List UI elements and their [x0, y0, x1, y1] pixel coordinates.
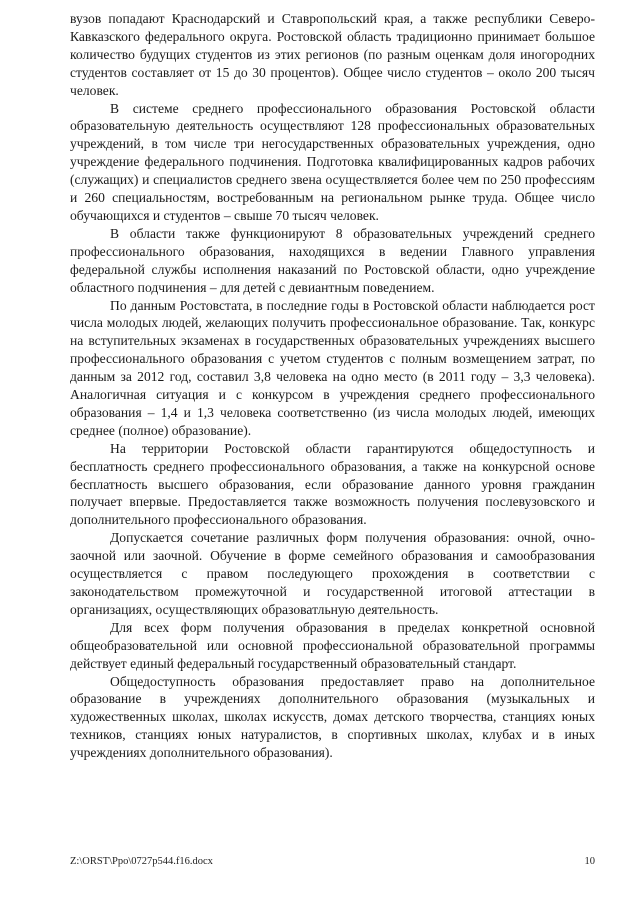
paragraph: вузов попадают Краснодарский и Ставропольский края, а также республики Северо-Кавказского федерального округа. Ростовской область традиционно принимает большое количество будущих студентов из этих регионов (по разным оценкам доля иногородних студентов составляет от 15 до 30 процентов). Общее число студентов – около 200 тысяч человек. [70, 11, 595, 98]
footer-file-path: Z:\ORST\Ppo\0727p544.f16.docx [70, 856, 213, 867]
document-body [70, 10, 595, 762]
paragraph: Общедоступность образования предоставляет право на дополнительное образование в учреждениях дополнительного образования (музыкальных и художественных школах, школах искусств, домах детского творчества, станциях юных техников, станциях юных натуралистов, в спортивных школах, клубах и в иных учреждениях дополнительного образования). [70, 673, 595, 761]
paragraph: На территории Ростовской области гарантируются общедоступность и бесплатность среднего профессионального образования, а также на конкурсной основе бесплатность высшего образования, если образование данного уровня гражданин получает впервые. Предоставляется также возможность получения послевузовского и дополнительного профессионального образования. [70, 440, 595, 528]
paragraph: Для всех форм получения образования в пределах конкретной основной общеобразовательной или основной профессиональной образовательной программы действует единый федеральный государственный образовательный стандарт. [70, 619, 595, 671]
paragraph: Допускается сочетание различных форм получения образования: очной, очно-заочной или заочной. Обучение в форме семейного образования и самообразования осуществляется с правом последующего прохождения в соответствии с законодательством промежуточной и государственной итоговой аттестации в организациях, осуществляющих образоватльную деятельность. [70, 530, 595, 617]
paragraph: По данным Ростовстата, в последние годы в Ростовской области наблюдается рост числа молодых людей, желающих получить профессиональное образование. Так, конкурс на вступительных экзаменах в государственных образовательных учреждениях высшего профессионального образования с учетом студентов с полным возмещением затрат, по данным за 2012 год, составил 3,8 человека на одно место (в 2011 году – 3,3 человека). Аналогичная ситуация и с конкурсом в учреждения среднего профессионального образования – 1,4 и 1,3 человека соответственно (из числа молодых людей, имеющих среднее (полное) образование). [70, 297, 595, 438]
paragraph: В области также функционируют 8 образовательных учреждений среднего профессионального образования, находящихся в ведении Главного управления федеральной службы исполнения наказаний по Ростовской области, одно учреждение областного подчинения – для детей с девиантным поведением. [70, 225, 595, 295]
paragraph: В системе среднего профессионального образования Ростовской области образовательную деятельность осуществляют 128 профессиональных образовательных учреждений, в том числе три негосударственных образовательных учреждения, одно учреждение федерального подчинения. Подготовка квалифицированных кадров рабочих (служащих) и специалистов среднего звена осуществляется более чем по 250 профессиям и 260 специальностям, востребованным на региональном рынке труда. Общее число обучающихся и студентов – свыше 70 тысяч человек. [70, 100, 595, 223]
page-number: 10 [584, 856, 595, 867]
